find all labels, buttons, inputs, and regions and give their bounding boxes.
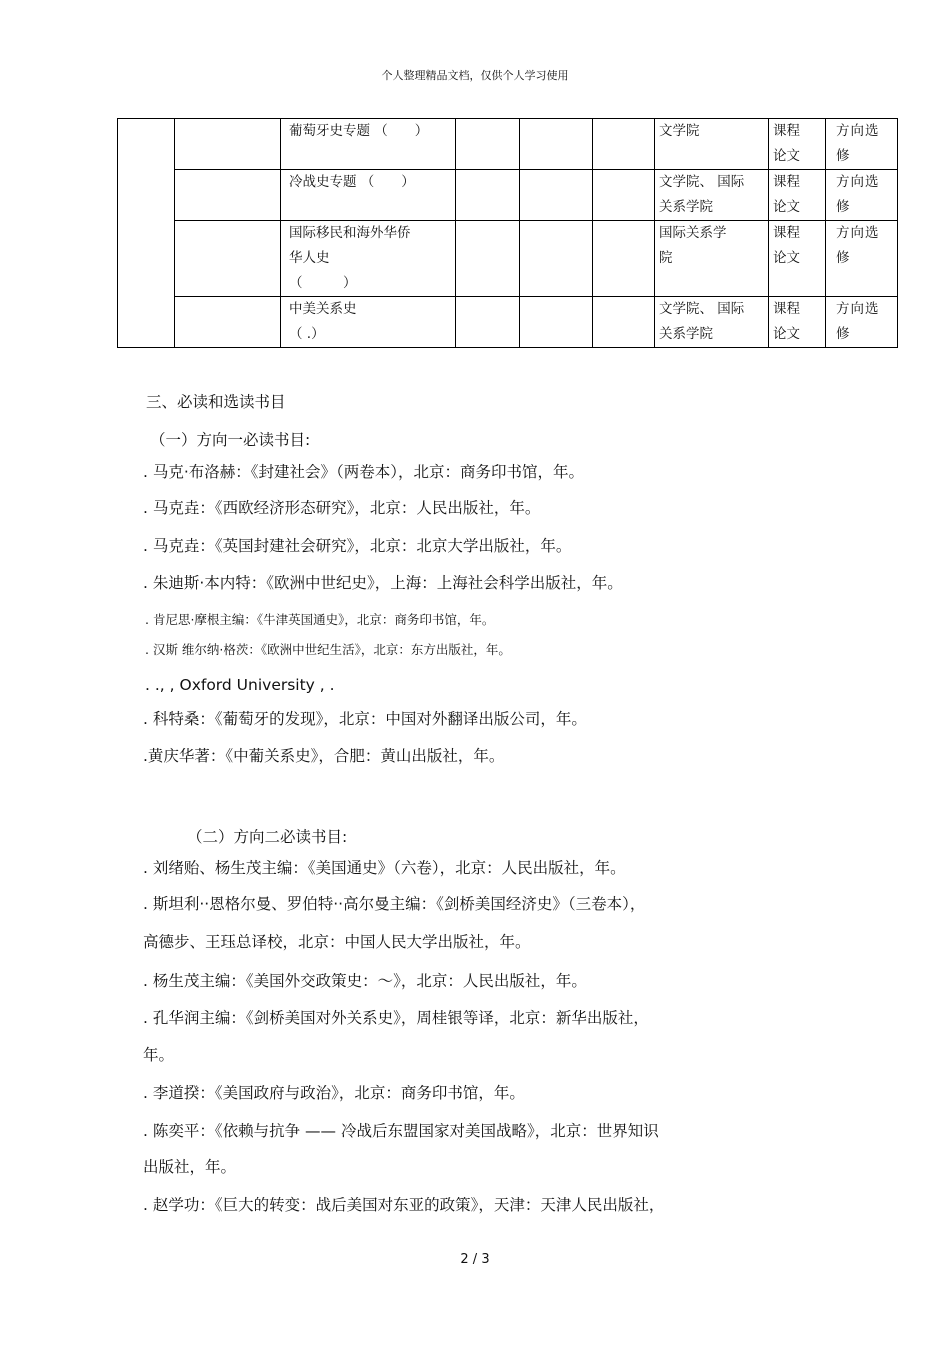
table-row [118,221,898,297]
dir2-item: . 孔华润主编：《剑桥美国对外关系史》，周桂银等译，北京：新华出版社， [143,1009,649,1027]
cell-line: 冷战史专题 （ ） [289,174,415,190]
cell-line: 论文 [773,326,800,342]
cell-line: 关系学院 [659,326,713,342]
exam-type-cell [769,119,826,170]
dir1-item: . 马克·布洛赫：《封建社会》（两卷本），北京：商务印书馆，年。 [143,463,585,481]
dir2-item: 高德步、王珏总译校，北京：中国人民大学出版社，年。 [143,933,531,951]
dir2-item: . 赵学功：《巨大的转变：战后美国对东亚的政策》，天津：天津人民出版社， [143,1196,665,1214]
empty-cell [520,297,593,348]
dir1-item: . 马克垚：《西欧经济形态研究》，北京：人民出版社，年。 [143,499,541,517]
cell-line: 论文 [773,148,800,164]
dir1-item: . ., , Oxford University , . [145,676,335,694]
cell-line: 修 [836,148,851,164]
cell-line: 课程 [773,225,800,241]
page-header: 个人整理精品文档，仅供个人学习使用 [381,69,569,82]
course-table [117,118,898,348]
dir1-item: . 汉斯 维尔纳·格茨：《欧洲中世纪生活》，北京：东方出版社，年。 [145,642,511,657]
table-row [118,119,898,170]
cell-line: （ ） [289,275,357,291]
dir2-item: . 李道揆：《美国政府与政治》，北京：商务印书馆，年。 [143,1084,525,1102]
empty-cell [118,119,175,348]
empty-cell [520,170,593,221]
exam-type-cell [769,170,826,221]
empty-cell [456,119,520,170]
dir1-item: . 肯尼思·摩根主编：《牛津英国通史》，北京：商务印书馆，年。 [145,612,495,627]
course-name-cell [281,119,456,170]
cell-line: 华人史 [289,250,330,266]
empty-cell [593,170,655,221]
cell-line: （ .） [289,326,325,342]
cell-line: 文学院、 国际 [659,301,745,317]
college-cell [655,221,769,297]
cell-line: 文学院 [659,123,700,139]
dir2-item: . 杨生茂主编：《美国外交政策史：～》，北京：人民出版社，年。 [143,972,587,990]
empty-cell [456,221,520,297]
exam-type-cell [769,297,826,348]
empty-cell [456,297,520,348]
dir2-heading: （二）方向二必读书目: [187,828,348,846]
table-row [118,170,898,221]
course-type-cell [826,297,898,348]
dir2-item: . 斯坦利··恩格尔曼、罗伯特··高尔曼主编：《剑桥美国经济史》（三卷本）， [143,895,646,913]
cell-line: 国际移民和海外华侨 [289,225,411,241]
cell-line: 方向选 [836,123,880,139]
cell-line: 修 [836,326,851,342]
dir1-item: . 朱迪斯·本内特：《欧洲中世纪史》，上海：上海社会科学出版社，年。 [143,574,623,592]
cell-line: 方向选 [836,174,880,190]
cell-line: 中美关系史 [289,301,357,317]
course-type-cell [826,170,898,221]
cell-line: 方向选 [836,301,880,317]
cell-line: 修 [836,199,851,215]
cell-line: 修 [836,250,851,266]
empty-cell [175,170,281,221]
table-row [118,297,898,348]
dir1-heading: （一）方向一必读书目: [150,431,311,449]
empty-cell [175,297,281,348]
cell-line: 课程 [773,123,800,139]
page-number: 2 / 3 [460,1252,490,1267]
empty-cell [593,297,655,348]
cell-line: 院 [659,250,673,266]
dir2-item: 出版社，年。 [143,1158,237,1176]
cell-line: 课程 [773,174,800,190]
college-cell [655,297,769,348]
exam-type-cell [769,221,826,297]
dir1-item: .黄庆华著：《中葡关系史》，合肥：黄山出版社，年。 [143,747,505,765]
cell-line: 文学院、 国际 [659,174,745,190]
dir2-item: . 陈奕平：《依赖与抗争 —— 冷战后东盟国家对美国战略》，北京：世界知识 [143,1122,659,1140]
empty-cell [175,119,281,170]
cell-line: 关系学院 [659,199,713,215]
college-cell [655,170,769,221]
section-title: 三、必读和选读书目 [146,393,286,411]
cell-line: 课程 [773,301,800,317]
dir2-item: 年。 [143,1046,175,1064]
cell-line: 论文 [773,250,800,266]
course-name-cell [281,221,456,297]
empty-cell [593,221,655,297]
college-cell [655,119,769,170]
course-name-cell [281,297,456,348]
cell-line: 方向选 [836,225,880,241]
empty-cell [456,170,520,221]
cell-line: 论文 [773,199,800,215]
dir1-item: . 科特桑：《葡萄牙的发现》，北京：中国对外翻译出版公司，年。 [143,710,587,728]
cell-line: 国际关系学 [659,225,727,241]
empty-cell [175,221,281,297]
course-name-cell [281,170,456,221]
empty-cell [593,119,655,170]
course-type-cell [826,221,898,297]
cell-line: 葡萄牙史专题 （ ） [289,123,429,139]
dir2-item: . 刘绪贻、杨生茂主编：《美国通史》（六卷），北京：人民出版社，年。 [143,859,626,877]
course-type-cell [826,119,898,170]
empty-cell [520,221,593,297]
dir1-item: . 马克垚：《英国封建社会研究》，北京：北京大学出版社，年。 [143,537,572,555]
empty-cell [520,119,593,170]
